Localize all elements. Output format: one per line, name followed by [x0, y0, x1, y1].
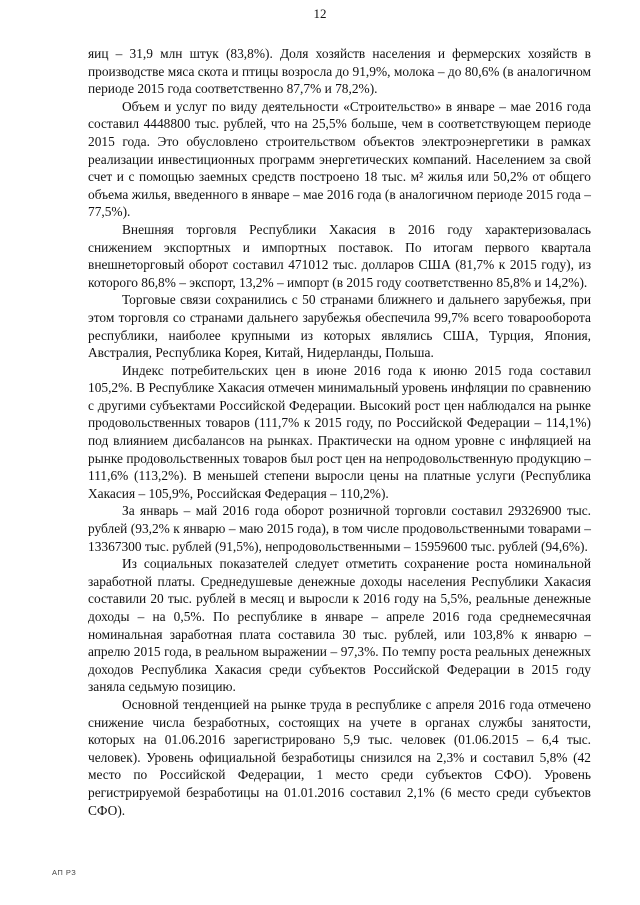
paragraph-retail: За январь – май 2016 года оборот розничной торговли составил 29326900 тыс. рублей (93,2% к январю – маю 2015 года), в том числе продовольственными товарами – 13367300 тыс. рублей (91,5%), непродовольственными – 15959600 тыс. рублей (94,6%).	[88, 503, 591, 554]
document-body	[88, 45, 591, 819]
footer-mark: АП РЗ	[52, 868, 77, 877]
paragraph-foreign-trade: Внешняя торговля Республики Хакасия в 2016 году характеризовалась снижением экспортных и импортных поставок. По итогам первого квартала внешнеторговый оборот составил 471012 тыс. долларов США (81,7% к 2015 году), из которого 86,8% – экспорт, 13,2% – импорт (в 2015 году соответственно 85,8% и 14,2%).	[88, 221, 591, 290]
paragraph-labour-market: Основной тенденцией на рынке труда в республике с апреля 2016 года отмечено снижение числа безработных, состоящих на учете в органах службы занятости, которых на 01.06.2016 зарегистрировано 5,9 тыс. человек (01.06.2015 – 6,4 тыс. человек). Уровень официальной безработицы снизился на 2,3% и составил 5,8% (42 место по Российской Федерации, 1 место среди субъектов СФО). Уровень регистрируемой безработицы на 01.01.2016 составил 2,1% (6 место среди субъектов СФО).	[88, 696, 591, 818]
paragraph-trade-partners: Торговые связи сохранились с 50 странами ближнего и дальнего зарубежья, при этом торговля со странами дальнего зарубежья обеспечила 99,7% всего товарооборота республики, наиболее крупными из которых являлись США, Турция, Япония, Австралия, Республика Корея, Китай, Нидерланды, Польша.	[88, 292, 591, 361]
page-number: 12	[313, 6, 327, 21]
paragraph-consumer-prices: Индекс потребительских цен в июне 2016 года к июню 2015 года составил 105,2%. В Республике Хакасия отмечен минимальный уровень инфляции по сравнению с другими субъектами Российской Федерации. Высокий рост цен наблюдался на рынке продовольственных товаров (111,7% к 2015 году, по Российской Федерации – 114,1%) под влиянием дисбалансов на рынках. Практически на одном уровне с инфляцией на рынке продовольственных товаров был рост цен на непродовольственную продукцию – 111,6% (113,2%). В меньшей степени выросли цены на платные услуги (Республика Хакасия – 105,9%, Российская Федерация – 110,2%).	[88, 362, 591, 501]
paragraph-agriculture: яиц – 31,9 млн штук (83,8%). Доля хозяйств населения и фермерских хозяйств в производстве мяса скота и птицы возросла до 91,9%, молока – до 80,6% (в аналогичном периоде 2015 года соответственно 87,7% и 78,2%).	[88, 46, 591, 97]
paragraph-income: Из социальных показателей следует отметить сохранение роста номинальной заработной платы. Среднедушевые денежные доходы населения Республики Хакасия составили 20 тыс. рублей в месяц и выросли к 2016 году на 5,5%, реальные денежные доходы – на 0,5%. По республике в январе – апреле 2016 года среднемесячная номинальная заработная плата составила 30 тыс. рублей, или 103,8% к январю – апрелю 2015 года, в реальном выражении – 97,3%. По темпу роста реальных денежных доходов Республика Хакасия среди субъектов Российской Федерации в 2015 году заняла седьмую позицию.	[88, 556, 591, 695]
paragraph-construction: Объем и услуг по виду деятельности «Строительство» в январе – мае 2016 года составил 4448800 тыс. рублей, что на 25,5% больше, чем в соответствующем периоде 2015 года. Это обусловлено строительством объектов электроэнергетики в рамках реализации инвестиционных программ энергетических компаний. Населением за свой счет и с помощью заемных средств построено 18 тыс. м² жилья или 50,2% от общего объема жилья, введенного в январе – мае 2016 года (в аналогичном периоде 2015 года – 77,5%).	[88, 98, 591, 220]
